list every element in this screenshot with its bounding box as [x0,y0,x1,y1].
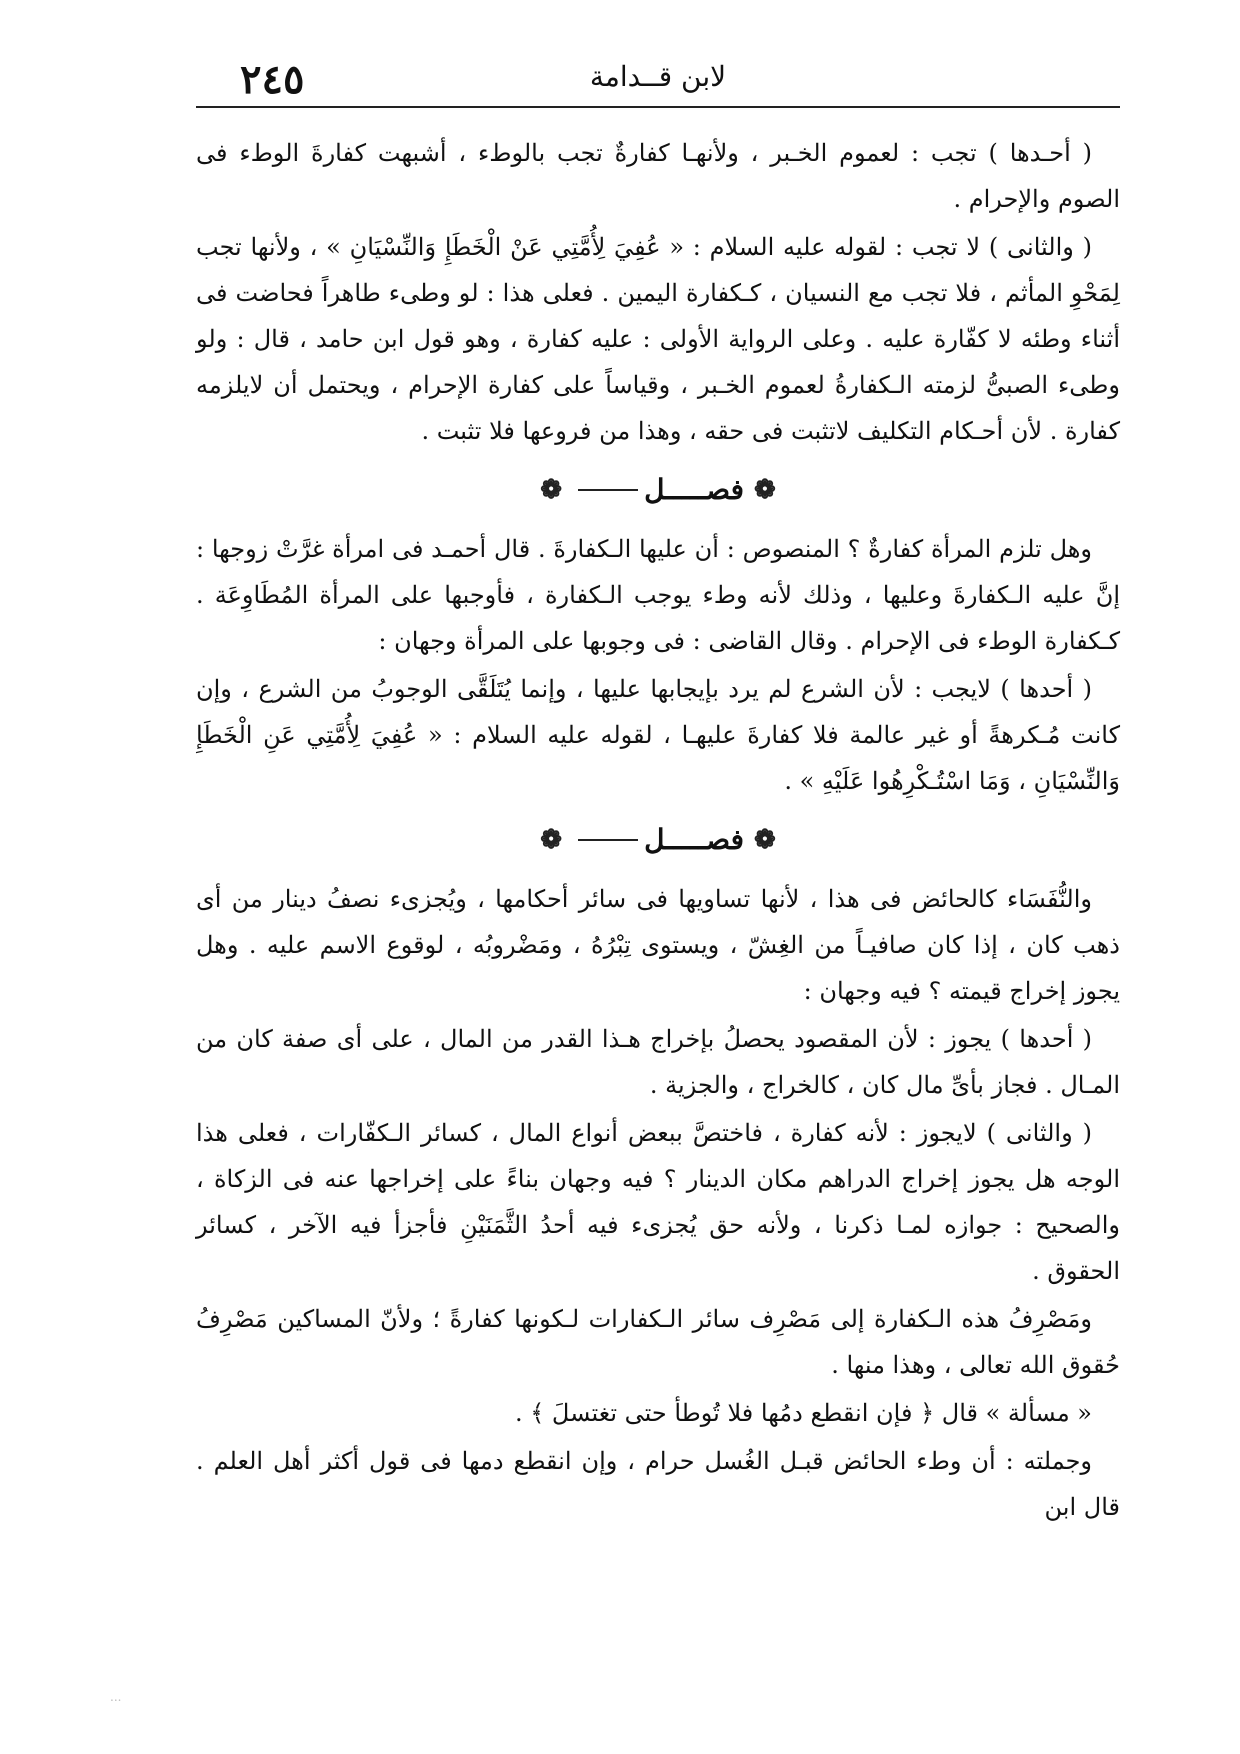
section-heading: فصـــــل [644,473,744,506]
paragraph: ( والثانى ) لايجوز : لأنه كفارة ، فاختصَّ ببعض أنواع المال ، كسائر الـكفّارات ، فعلى هذا الوجه هل يجوز إخراج الدراهم مكان الدينار ؟ فيه وجهان بناءً على إخراجها عنه فى الزكاة ، والصحيح : جوازه لمـا ذكرنا ، ولأنه حق يُجزىء فيه أحدُ الثَّمَنَيْنِ فأجزأ فيه الآخر ، كسائر الحقوق . [196,1119,1120,1285]
page-number: ٢٤٥ [240,56,305,103]
section-divider [196,808,1120,872]
floral-ornament-icon: ❁ [753,475,776,505]
paragraph: ( أحـدها ) تجب : لعموم الخـبر ، ولأنهـا كفارةٌ تجب بالوطء ، أشبهت كفارةَ الوطء فى الصوم والإحرام . [196,139,1120,213]
paragraph: ( والثانى ) لا تجب : لقوله عليه السلام : « عُفِيَ لِأُمَّتِي عَنْ الْخَطَإِ وَالنِّسْيَانِ » ، ولأنها تجب لِمَحْوِ المأثم ، فلا تجب مع النسيان ، كـكفارة اليمين . فعلى هذا : لو وطىء طاهراً فحاضت فى أثناء وطئه لا كفّارة عليه . وعلى الرواية الأولى : عليه كفارة ، وهو قول ابن حامد ، قال : ولو وطىء الصبىُّ لزمته الـكفارةُ لعموم الخـبر ، وقياساً على كفارة الإحرام ، ويحتمل أن لايلزمه كفارة . لأن أحـكام التكليف لاتثبت فى حقه ، وهذا من فروعها فلا تثبت . [196,233,1120,445]
section-divider [196,458,1120,522]
paragraph: ومَصْرِفُ هذه الـكفارة إلى مَصْرِف سائر الـكفارات لـكونها كفارةً ؛ ولأنّ المساكين مَصْرِفُ حُقوق الله تعالى ، وهذا منها . [196,1305,1120,1379]
page-header [196,50,1120,108]
paragraph: « مسألة » قال ﴿ فإن انقطع دمُها فلا تُوطأ حتى تغتسلَ ﴾ . [514,1399,1092,1427]
footer-mark: ... [110,1690,122,1704]
paragraph: ( أحدها ) لايجب : لأن الشرع لم يرد بإيجابها عليها ، وإنما يُتَلَقَّى الوجوبُ من الشرع ، وإن كانت مُـكرهةً أو غير عالمة فلا كفارةَ عليهـا ، لقوله عليه السلام : « عُفِيَ لِأُمَّتِي عَنِ الْخَطَإِ وَالنِّسْيَانِ ، وَمَا اسْتُـكْرِهُوا عَلَيْهِ » . [196,675,1120,795]
floral-ornament-icon: ❁ [753,825,776,855]
paragraph: وهل تلزم المرأة كفارةٌ ؟ المنصوص : أن عليها الـكفارةَ . قال أحمـد فى امرأة غرَّتْ زوجها : إنَّ عليه الـكفارةَ وعليها ، وذلك لأنه وطء يوجب الـكفارة ، فأوجبها على المرأة المُطَاوِعَة . كـكفارة الوطء فى الإحرام . وقال القاضى : فى وجوبها على المرأة وجهان : [196,535,1120,655]
divider-line [578,489,638,491]
floral-ornament-icon: ❁ [540,825,563,855]
paragraph: والنُّفَسَاء كالحائض فى هذا ، لأنها تساويها فى سائر أحكامها ، ويُجزىء نصفُ دينار من أى ذهب كان ، إذا كان صافيـاً من الغِشّ ، ويستوى تِبْرُهُ ، ومَضْروبُه ، لوقوع الاسم عليه . وهل يجوز إخراج قيمته ؟ فيه وجهان : [196,885,1120,1005]
body-text [196,130,1120,1532]
paragraph: وجملته : أن وطء الحائض قبـل الغُسل حرام ، وإن انقطع دمها فى قول أكثر أهل العلم . قال ابن [196,1447,1120,1521]
running-title: لابن قــدامة [589,60,727,93]
section-heading: فصـــــل [644,823,744,856]
paragraph: ( أحدها ) يجوز : لأن المقصود يحصلُ بإخراج هـذا القدر من المال ، على أى صفة كان من المـال . فجاز بأىِّ مال كان ، كالخراج ، والجزية . [196,1025,1120,1099]
floral-ornament-icon: ❁ [540,475,563,505]
divider-line [578,839,638,841]
